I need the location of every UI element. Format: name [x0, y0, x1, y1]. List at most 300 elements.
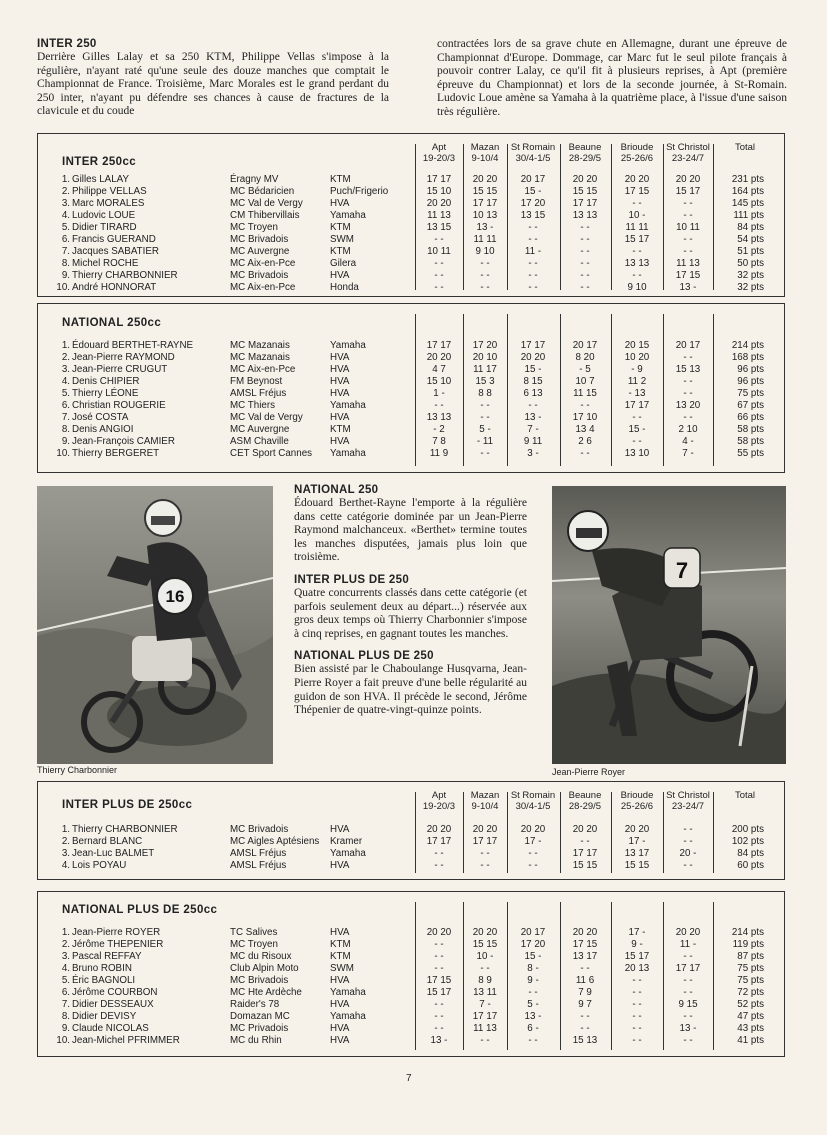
total-points: 200 pts	[731, 824, 764, 835]
section-national-250	[294, 484, 527, 565]
score: - -	[683, 1035, 693, 1046]
score: - -	[434, 860, 444, 871]
rank: 4.	[61, 963, 70, 974]
event-header	[609, 790, 665, 812]
table-row	[38, 824, 784, 836]
number-plate: 16	[165, 587, 185, 606]
rank: 2.	[61, 186, 70, 197]
rank: 9.	[61, 270, 70, 281]
event-name: Beaune	[568, 790, 602, 801]
score: 17 15	[572, 939, 598, 950]
table-row	[38, 951, 784, 963]
event-name: St Romain	[510, 142, 556, 153]
score: - -	[683, 198, 693, 209]
table-title: NATIONAL PLUS DE 250cc	[62, 904, 218, 916]
rank: 5.	[61, 222, 70, 233]
bike: Yamaha	[330, 448, 366, 459]
club: MC du Rhin	[230, 1035, 282, 1046]
event-dates: 25-26/6	[620, 801, 654, 812]
total-points: 164 pts	[731, 186, 764, 197]
score: 9 11	[523, 436, 543, 447]
table-row	[38, 376, 784, 388]
score: - -	[580, 246, 590, 257]
score: - -	[528, 400, 538, 411]
score: 9 7	[578, 999, 592, 1010]
table-row	[38, 448, 784, 460]
table-row	[38, 258, 784, 270]
total-header: Total	[734, 142, 756, 153]
rider-name: Jérôme COURBON	[72, 987, 158, 998]
table-row	[38, 198, 784, 210]
score: 13 20	[675, 400, 701, 411]
total-points: 51 pts	[737, 246, 764, 257]
table-row	[38, 246, 784, 258]
score: 15 -	[524, 364, 542, 375]
score: 13 -	[524, 412, 542, 423]
photo-jean-pierre-royer	[552, 486, 786, 764]
score: - -	[683, 352, 693, 363]
rider-name: Thierry BERGERET	[72, 448, 160, 459]
score: - -	[683, 860, 693, 871]
rank: 4.	[61, 860, 70, 871]
rider-name: José COSTA	[72, 412, 129, 423]
score: 13 -	[476, 222, 494, 233]
event-name: Apt	[431, 790, 447, 801]
rank: 5.	[61, 975, 70, 986]
score: - -	[434, 400, 444, 411]
event-dates: 30/4-1/5	[515, 153, 551, 164]
bike: HVA	[330, 352, 350, 363]
score: - 13	[628, 388, 646, 399]
score: 20 -	[679, 848, 697, 859]
bike: HVA	[330, 1035, 350, 1046]
score: 1 -	[433, 388, 445, 399]
score: - -	[480, 270, 490, 281]
club: AMSL Fréjus	[230, 860, 287, 871]
rider-name: Jean-Luc BALMET	[72, 848, 155, 859]
table-title: INTER 250cc	[62, 156, 137, 168]
score: - -	[434, 963, 444, 974]
score: - -	[580, 258, 590, 269]
score: 17 17	[472, 836, 498, 847]
score: 20 17	[675, 340, 701, 351]
score: - -	[434, 258, 444, 269]
score: 15 15	[472, 186, 498, 197]
score: 10 13	[472, 210, 498, 221]
table-row	[38, 1011, 784, 1023]
score: - -	[683, 376, 693, 387]
score: 15 15	[572, 186, 598, 197]
total-points: 32 pts	[737, 270, 764, 281]
score: 13 -	[679, 282, 697, 293]
score: - -	[480, 282, 490, 293]
club: MC Troyen	[230, 222, 278, 233]
rider-name: Édouard BERTHET-RAYNE	[72, 340, 194, 351]
score: - -	[434, 1023, 444, 1034]
score: 10 -	[628, 210, 646, 221]
score: 17 -	[524, 836, 542, 847]
event-header	[557, 142, 613, 164]
score: 17 17	[572, 198, 598, 209]
rank: 2.	[61, 939, 70, 950]
score: - -	[580, 222, 590, 233]
score: - -	[683, 388, 693, 399]
section-inter-plus-250	[294, 574, 527, 641]
total-points: 75 pts	[737, 975, 764, 986]
score: - 11	[476, 436, 494, 447]
table-row	[38, 848, 784, 860]
bike: KTM	[330, 222, 351, 233]
bike: HVA	[330, 412, 350, 423]
table-row	[38, 999, 784, 1011]
bike: Yamaha	[330, 210, 366, 221]
club: MC Brivadois	[230, 824, 289, 835]
rank: 6.	[61, 987, 70, 998]
table-row	[38, 364, 784, 376]
score: - 5	[579, 364, 591, 375]
rider-name: Claude NICOLAS	[72, 1023, 149, 1034]
table-row	[38, 352, 784, 364]
event-dates: 25-26/6	[620, 153, 654, 164]
total-points: 58 pts	[737, 436, 764, 447]
score: 20 20	[520, 352, 546, 363]
rank: 1.	[61, 340, 70, 351]
event-name: Apt	[431, 142, 447, 153]
rider-name: Thierry CHARBONNIER	[72, 824, 178, 835]
bike: HVA	[330, 927, 350, 938]
score: 11 13	[427, 210, 451, 221]
score: - -	[480, 860, 490, 871]
motocross-rider-image	[37, 486, 273, 764]
rider-name: Philippe VELLAS	[72, 186, 147, 197]
score: 15 -	[524, 186, 542, 197]
score: - -	[683, 951, 693, 962]
score: - -	[434, 939, 444, 950]
score: 20 10	[472, 352, 498, 363]
score: - -	[632, 1035, 642, 1046]
score: 11 11	[473, 234, 497, 245]
score: 13 -	[679, 1023, 697, 1034]
club: Raider's 78	[230, 999, 280, 1010]
score: 15 15	[624, 860, 650, 871]
score: - -	[580, 400, 590, 411]
total-points: 32 pts	[737, 282, 764, 293]
score: 20 20	[472, 174, 498, 185]
table-row	[38, 1035, 784, 1047]
rank: 1.	[61, 927, 70, 938]
score: 13 13	[426, 412, 452, 423]
bike: HVA	[330, 270, 350, 281]
bike: HVA	[330, 999, 350, 1010]
score: - -	[632, 1011, 642, 1022]
club: MC Mazanais	[230, 352, 290, 363]
score: 15 17	[426, 987, 452, 998]
score: 2 6	[578, 436, 592, 447]
bike: KTM	[330, 174, 351, 185]
score: - -	[580, 963, 590, 974]
total-points: 87 pts	[737, 951, 764, 962]
score: 9 10	[627, 282, 647, 293]
score: 17 17	[472, 1011, 498, 1022]
score: 9 10	[475, 246, 495, 257]
section-heading: NATIONAL PLUS DE 250	[294, 650, 434, 663]
rider-name: Didier DESSEAUX	[72, 999, 154, 1010]
score: - -	[480, 448, 490, 459]
club: MC Aigles Aptésiens	[230, 836, 320, 847]
bike: Yamaha	[330, 987, 366, 998]
score: 17 17	[426, 836, 452, 847]
event-dates: 28-29/5	[568, 801, 602, 812]
score: - -	[528, 234, 538, 245]
event-header	[660, 142, 716, 164]
score: - -	[528, 282, 538, 293]
rider-name: André HONNORAT	[72, 282, 157, 293]
rank: 7.	[61, 412, 70, 423]
score: - -	[434, 282, 444, 293]
table-row	[38, 210, 784, 222]
motocross-rider-image	[552, 486, 786, 764]
total-points: 102 pts	[731, 836, 764, 847]
score: 5 -	[479, 424, 491, 435]
score: - -	[434, 848, 444, 859]
bike: KTM	[330, 951, 351, 962]
score: 20 13	[624, 963, 650, 974]
score: 20 17	[520, 174, 546, 185]
score: 17 17	[472, 198, 498, 209]
score: 8 20	[575, 352, 595, 363]
score: 8 9	[478, 975, 492, 986]
club: ASM Chaville	[230, 436, 289, 447]
total-points: 96 pts	[737, 364, 764, 375]
score: 20 20	[572, 824, 598, 835]
rank: 1.	[61, 824, 70, 835]
total-points: 119 pts	[732, 939, 764, 950]
table-row	[38, 282, 784, 294]
table-row	[38, 1023, 784, 1035]
photo-thierry-charbonnier	[37, 486, 273, 764]
score: - -	[434, 951, 444, 962]
event-header	[609, 142, 665, 164]
rider-name: Thierry LÉONE	[72, 388, 139, 399]
score: 8 8	[478, 388, 492, 399]
score: 15 15	[472, 939, 498, 950]
event-dates: 19-20/3	[422, 153, 456, 164]
score: 17 10	[572, 412, 598, 423]
event-name: Brioude	[620, 142, 654, 153]
score: 20 20	[426, 824, 452, 835]
score: - -	[480, 848, 490, 859]
club: MC Aix-en-Pce	[230, 364, 296, 375]
table-row	[38, 927, 784, 939]
table-row	[38, 222, 784, 234]
score: - -	[683, 246, 693, 257]
rider-name: Denis ANGIOI	[72, 424, 134, 435]
event-name: Mazan	[470, 790, 500, 801]
score: - -	[632, 412, 642, 423]
score: 10 11	[676, 222, 700, 233]
rank: 3.	[61, 198, 70, 209]
score: 13 17	[624, 848, 650, 859]
rider-name: Bruno ROBIN	[72, 963, 132, 974]
table-row	[38, 234, 784, 246]
rank: 6.	[61, 234, 70, 245]
club: TC Salives	[230, 927, 278, 938]
score: 8 15	[523, 376, 543, 387]
score: 20 20	[472, 927, 498, 938]
table-row	[38, 424, 784, 436]
rank: 2.	[61, 836, 70, 847]
score: - -	[632, 246, 642, 257]
score: - -	[580, 448, 590, 459]
score: - -	[528, 258, 538, 269]
club: MC Brivadois	[230, 234, 289, 245]
score: - -	[683, 412, 693, 423]
rider-name: Bernard BLANC	[72, 836, 143, 847]
club: MC Brivadois	[230, 270, 289, 281]
bike: HVA	[330, 975, 350, 986]
score: 10 7	[575, 376, 595, 387]
score: 15 15	[572, 860, 598, 871]
score: - -	[632, 198, 642, 209]
score: 20 20	[675, 927, 701, 938]
right-photo-caption: Jean-Pierre Royer	[552, 767, 626, 777]
score: 11 2	[627, 376, 647, 387]
table-inter-250	[37, 133, 785, 297]
club: AMSL Fréjus	[230, 388, 287, 399]
score: 17 17	[426, 174, 452, 185]
rank: 10.	[56, 282, 70, 293]
rider-name: Jean-Michel PFRIMMER	[72, 1035, 180, 1046]
event-name: St Christol	[666, 142, 710, 153]
score: - -	[480, 258, 490, 269]
bike: Yamaha	[330, 340, 366, 351]
score: - -	[632, 270, 642, 281]
bike: HVA	[330, 860, 350, 871]
score: 15 -	[524, 951, 542, 962]
score: 17 17	[572, 848, 598, 859]
score: - -	[683, 975, 693, 986]
total-points: 43 pts	[737, 1023, 764, 1034]
total-points: 145 pts	[731, 198, 764, 209]
total-points: 54 pts	[737, 234, 764, 245]
score: - -	[480, 963, 490, 974]
score: 11 9	[429, 448, 449, 459]
score: 15 -	[628, 424, 646, 435]
score: - -	[632, 987, 642, 998]
rider-name: Jean-Pierre RAYMOND	[72, 352, 175, 363]
club: MC Brivadois	[230, 975, 289, 986]
score: 20 20	[426, 198, 452, 209]
table-national-plus-250	[37, 891, 785, 1057]
total-points: 231 pts	[731, 174, 764, 185]
total-points: 67 pts	[737, 400, 764, 411]
score: 13 4	[575, 424, 595, 435]
bike: HVA	[330, 364, 350, 375]
score: 13 10	[624, 448, 650, 459]
table-row	[38, 270, 784, 282]
score: 11 11	[625, 222, 649, 233]
score: 20 20	[520, 824, 546, 835]
intro-right-text: contractées lors de sa grave chute en Allemagne, durant une épreuve de Championnat d'Europe. Dommage, car Marc fut le seul pilote français à pouvoir contrer Lalay, ce qu'il fit à plusieurs reprises, à Apt (première épreuve du Championnat) et lors de la seconde journée, à St-Romain. Ludovic Loue amène sa Yamaha à la quatrième place, à l'issue d'une saison très régulière.	[437, 38, 787, 118]
score: - -	[683, 824, 693, 835]
score: 17 17	[624, 400, 650, 411]
club: MC Troyen	[230, 939, 278, 950]
score: 7 8	[432, 436, 446, 447]
table-title: INTER PLUS DE 250cc	[62, 799, 193, 811]
intro-heading: INTER 250	[37, 38, 97, 50]
total-points: 111 pts	[733, 210, 764, 221]
rank: 10.	[56, 1035, 70, 1046]
total-points: 55 pts	[737, 448, 764, 459]
table-row	[38, 436, 784, 448]
score: - -	[528, 860, 538, 871]
event-dates: 23-24/7	[671, 801, 705, 812]
bike: SWM	[330, 963, 354, 974]
rider-name: Didier TIRARD	[72, 222, 137, 233]
score: 4 -	[682, 436, 694, 447]
club: MC Val de Vergy	[230, 412, 303, 423]
score: 9 -	[527, 975, 539, 986]
score: 13 13	[624, 258, 650, 269]
bike: Kramer	[330, 836, 363, 847]
rider-name: Ludovic LOUE	[72, 210, 136, 221]
intro-left-column	[37, 38, 389, 119]
table-row	[38, 174, 784, 186]
score: 11 13	[676, 258, 700, 269]
score: 17 15	[675, 270, 701, 281]
score: 11 17	[473, 364, 497, 375]
bike: HVA	[330, 376, 350, 387]
table-row	[38, 186, 784, 198]
score: 6 -	[527, 1023, 539, 1034]
bike: KTM	[330, 424, 351, 435]
rank: 4.	[61, 210, 70, 221]
rank: 5.	[61, 388, 70, 399]
rider-name: Francis GUERAND	[72, 234, 156, 245]
score: 17 -	[628, 836, 646, 847]
score: - -	[528, 222, 538, 233]
total-points: 96 pts	[737, 376, 764, 387]
event-dates: 30/4-1/5	[515, 801, 551, 812]
total-points: 41 pts	[737, 1035, 764, 1046]
club: MC Auvergne	[230, 424, 290, 435]
table-row	[38, 860, 784, 872]
score: - -	[434, 234, 444, 245]
event-dates: 19-20/3	[422, 801, 456, 812]
score: 15 17	[624, 951, 650, 962]
rank: 1.	[61, 174, 70, 185]
score: 13 15	[520, 210, 546, 221]
rank: 8.	[61, 424, 70, 435]
table-inter-plus-250	[37, 781, 785, 880]
score: 10 -	[476, 951, 494, 962]
rank: 8.	[61, 258, 70, 269]
table-title: NATIONAL 250cc	[62, 317, 162, 329]
total-points: 168 pts	[731, 352, 764, 363]
score: 15 13	[572, 1035, 598, 1046]
total-points: 66 pts	[737, 412, 764, 423]
bike: HVA	[330, 388, 350, 399]
middle-text-column	[294, 484, 527, 718]
section-national-plus-250	[294, 650, 527, 717]
total-points: 214 pts	[731, 927, 764, 938]
event-header	[557, 790, 613, 812]
club: MC Hte Ardèche	[230, 987, 302, 998]
table-row	[38, 975, 784, 987]
rank: 3.	[61, 951, 70, 962]
rank: 7.	[61, 246, 70, 257]
club: AMSL Fréjus	[230, 848, 287, 859]
